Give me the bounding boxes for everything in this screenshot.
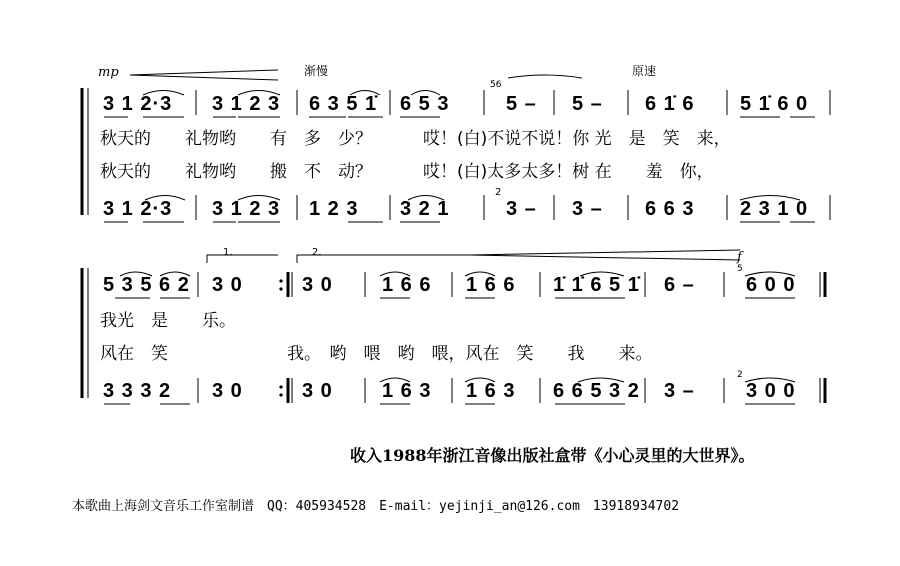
source-credit: 收入1988年浙江音像出版社盒带《小心灵里的大世界》。: [350, 446, 755, 465]
s2-upper-m4: 1 6 6: [382, 274, 432, 296]
s2-lower-m3: 3 0: [302, 380, 333, 402]
a-tempo-mark: 原速: [632, 64, 657, 78]
s1-upper-m2: 3 1 2 3: [212, 93, 281, 115]
s1-upper-m4: 6 5 3: [400, 93, 450, 115]
grace-note-2: 2: [495, 187, 502, 198]
s2-lower-m4: 1 6 3: [382, 380, 432, 402]
s1-lower-m6: 3 –: [572, 198, 603, 220]
s1-upper-m7: 6 1̇ 6: [645, 93, 695, 115]
s1-upper-m6: 5 –: [572, 93, 603, 115]
s2-upper-m5: 1 6 6: [466, 274, 516, 296]
mp-dynamic: mp: [98, 65, 119, 80]
forte-dynamic: f: [737, 250, 742, 265]
s1-lower-m1: 3 1 2·3: [103, 198, 173, 220]
s1-lower-m2: 3 1 2 3: [212, 198, 281, 220]
grace-note-3: 5: [737, 264, 743, 274]
s1-lower-m5: 3 –: [506, 198, 537, 220]
s2-upper-m3: 3 0: [302, 274, 333, 296]
grace-note-4: 2: [737, 370, 743, 380]
s2-lower-m7: 3 –: [664, 380, 695, 402]
s1-lower-m8: 2 3 1 0: [740, 198, 809, 220]
s2-upper-m8: 6 0 0: [746, 274, 796, 296]
s1-upper-m5: 5 –: [506, 93, 537, 115]
s2-upper-m7: 6 –: [664, 274, 695, 296]
s2-lyric-verse1: 我光 是 乐。: [100, 311, 236, 331]
s2-lower-m6: 6 6 5 3 2: [553, 380, 640, 402]
s1-lyric-verse1: 秋天的 礼物哟 有 多 少？ 哎！(白)不说不说！你 光 是 笑 来，: [100, 129, 731, 149]
s2-upper-m6: 1̇ 1̇ 6 5 1̇: [553, 274, 640, 296]
s1-lower-m7: 6 6 3: [645, 198, 695, 220]
s1-lyric-verse2: 秋天的 礼物哟 搬 不 动？ 哎！(白)太多太多！树 在 羞 你，: [100, 162, 714, 182]
s1-lower-m3: 1 2 3: [309, 198, 359, 220]
volta-2-label: 2.: [312, 247, 322, 258]
s1-lower-m4: 3 2 1: [400, 198, 450, 220]
s2-lower-m8: 3 0 0: [746, 380, 796, 402]
s1-upper-m3: 6 3 5 1̇: [309, 93, 378, 115]
ritardando-mark: 渐慢: [304, 64, 329, 78]
s2-lower-m2: 3 0: [212, 380, 243, 402]
grace-note-1: 5̇6: [490, 80, 502, 90]
s2-lower-m5: 1 6 3: [466, 380, 516, 402]
s1-upper-m1: 3 1 2·3: [103, 93, 173, 115]
s2-lower-m1: 3 3 3 2: [103, 380, 172, 402]
s2-lyric-verse2: 风在 笑 我。 哟 喂 哟 喂，风在 笑 我 来。: [100, 344, 653, 364]
s2-upper-m1: 5 3 5 6 2: [103, 274, 190, 296]
s1-upper-m8: 5 1̇ 6 0: [740, 93, 809, 115]
s2-upper-m2: 3 0: [212, 274, 243, 296]
footer-contact: 本歌曲上海剑文音乐工作室制谱 QQ：405934528 E-mail：yejinji_an@126.com 13918934702: [72, 499, 680, 514]
volta-1-label: 1.: [223, 247, 233, 258]
